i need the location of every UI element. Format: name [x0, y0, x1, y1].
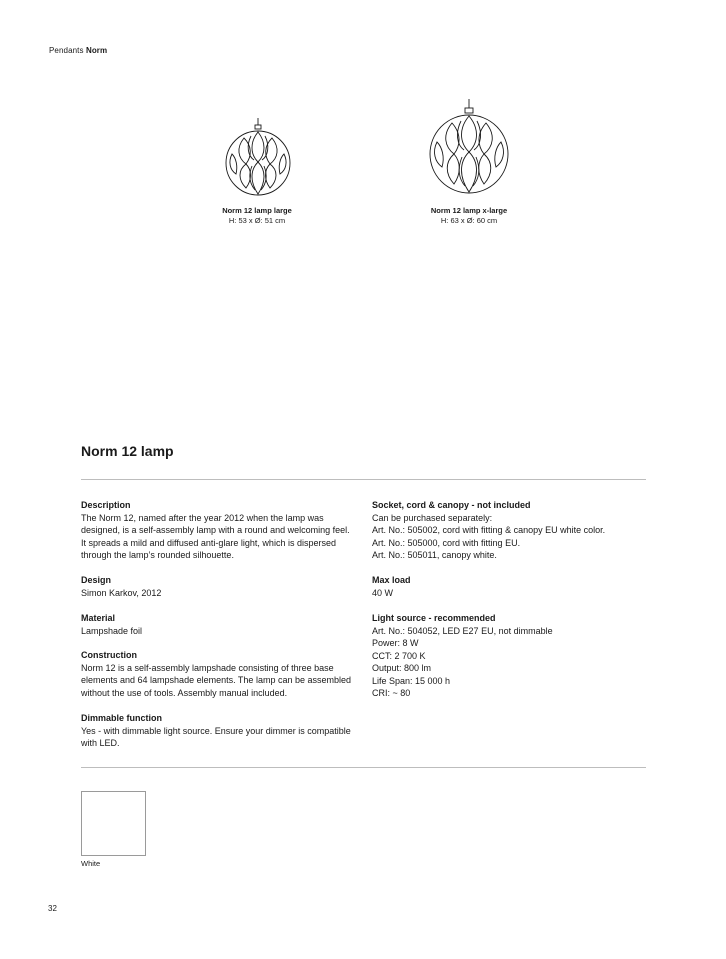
- lamp-xlarge-caption: [389, 206, 549, 226]
- design-heading: Design: [81, 575, 112, 585]
- description-line: through the lamp’s rounded silhouette.: [81, 550, 234, 560]
- dimmable-heading: Dimmable function: [81, 713, 163, 723]
- bottom-divider: [81, 767, 646, 768]
- light-source-line: Art. No.: 504052, LED E27 EU, not dimmable: [372, 625, 553, 636]
- lamp-large-name: Norm 12 lamp large: [222, 206, 292, 215]
- page-number: 32: [48, 904, 57, 913]
- socket-line: Art. No.: 505002, cord with fitting & canopy EU white color.: [372, 525, 606, 535]
- lamp-xlarge-dims: H: 63 x Ø: 60 cm: [440, 216, 498, 225]
- description-line: The Norm 12, named after the year 2012 when the lamp was: [81, 512, 324, 523]
- design-section: [81, 574, 366, 599]
- description-heading: Description: [81, 500, 131, 510]
- color-swatch-label: White: [81, 859, 101, 868]
- breadcrumb-product: Norm: [85, 46, 108, 55]
- description-section: [81, 499, 366, 562]
- product-title: Norm 12 lamp: [81, 443, 174, 459]
- material-section: [81, 612, 366, 637]
- dimmable-line: with LED.: [81, 738, 120, 748]
- construction-line: Norm 12 is a self-assembly lampshade consisting of three base: [81, 662, 334, 673]
- top-divider: [81, 479, 646, 480]
- description-line: designed, is a self-assembly lamp with a round and welcoming feel.: [81, 525, 350, 535]
- light-source-line: CRI: ~ 80: [372, 688, 411, 698]
- lamp-xlarge-illustration: [428, 99, 510, 201]
- light-source-section: [372, 612, 646, 700]
- lamp-large-illustration: [224, 118, 292, 202]
- construction-line: without the use of tools. Assembly manual included.: [81, 687, 288, 698]
- description-line: It spreads a mild and diffused anti-glare light, which is dispersed: [81, 537, 336, 548]
- socket-section: [372, 499, 646, 562]
- lamp-large-dims: H: 53 x Ø: 51 cm: [228, 216, 286, 225]
- max-load-section: [372, 574, 646, 599]
- breadcrumb-section: Pendants: [49, 46, 84, 55]
- light-source-line: Power: 8 W: [372, 638, 419, 648]
- construction-section: [81, 649, 366, 699]
- material-value: Lampshade foil: [81, 625, 143, 636]
- light-source-line: CCT: 2 700 K: [372, 650, 426, 661]
- breadcrumb: [49, 46, 107, 55]
- light-source-heading: Light source - recommended: [372, 613, 496, 623]
- light-source-line: Life Span: 15 000 h: [372, 675, 451, 686]
- socket-line: Art. No.: 505011, canopy white.: [372, 550, 497, 560]
- material-heading: Material: [81, 613, 116, 623]
- lamp-xlarge-name: Norm 12 lamp x-large: [430, 206, 508, 215]
- construction-heading: Construction: [81, 650, 137, 660]
- max-load-heading: Max load: [372, 575, 411, 585]
- dimmable-section: [81, 712, 366, 750]
- socket-line: Art. No.: 505000, cord with fitting EU.: [372, 537, 521, 548]
- color-swatch-white: [81, 791, 146, 856]
- lamp-large-caption: [177, 206, 337, 226]
- construction-line: elements and 64 lampshade elements. The lamp can be assembled: [81, 675, 351, 685]
- dimmable-line: Yes - with dimmable light source. Ensure your dimmer is compatible: [81, 725, 351, 736]
- socket-line: Can be purchased separately:: [372, 512, 493, 523]
- design-value: Simon Karkov, 2012: [81, 587, 162, 598]
- socket-heading: Socket, cord & canopy - not included: [372, 500, 531, 510]
- max-load-value: 40 W: [372, 587, 394, 598]
- light-source-line: Output: 800 lm: [372, 663, 432, 673]
